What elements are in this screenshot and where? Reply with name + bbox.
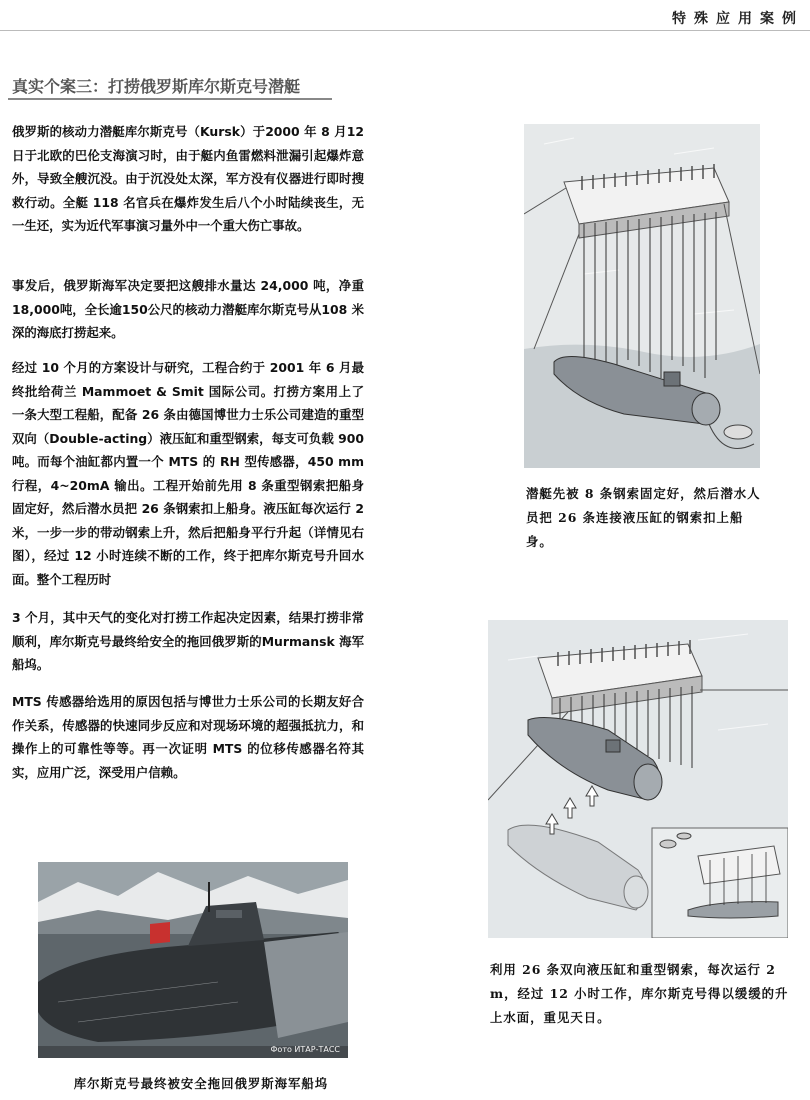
title-underline xyxy=(8,98,332,100)
photo-svg xyxy=(38,862,348,1058)
paragraph-salvage-plan xyxy=(12,356,364,591)
illustration-svg xyxy=(488,620,788,938)
header-divider xyxy=(0,30,810,31)
submarine-dock-photo xyxy=(38,862,348,1058)
paragraph-aftermath xyxy=(12,274,364,345)
caption-photo: 库尔斯克号最终被安全拖回俄罗斯海军船坞 xyxy=(73,1076,329,1091)
paragraph-background xyxy=(12,120,364,238)
paragraph-mts-reason xyxy=(12,690,364,784)
paragraph-text: 事发后，俄罗斯海军决定要把这艘排水量达 24,000 吨，净重18,000吨，全长逾150公尺的核动力潜艇库尔斯克号从108 米深的海底打捞起来。 xyxy=(12,278,364,340)
inset-overview xyxy=(652,828,788,938)
submarine-ghost xyxy=(508,825,648,910)
lift-arrows xyxy=(546,786,598,834)
paragraph-text: 经过 10 个月的方案设计与研究，工程合约于 2001 年 6 月最终批给荷兰 Mammoet & Smit 国际公司。打捞方案用上了一条大型工程船，配备 26 条由德国博世力士乐公司建造的重型双向（Double-acting）液压缸和重型钢索，每支可负载 900 吨。而每个油缸都内置一个 MTS 的 RH 型传感器，450 mm 行程，4~20mA 输出。工程开始前先用 8 条重型钢索把船身固定好，然后潜水员把 26 条钢索扣上船身。液压缸每次运行 2米，一步一步的带动钢索上升，然后把船身平行升起（详情见右图），经过 12 小时连续不断的工作，终于把库尔斯克号升回水面。整个工程历时 xyxy=(12,360,364,587)
paragraph-duration xyxy=(12,606,364,677)
salvage-illustration-cables xyxy=(524,124,760,468)
photo-credit: Фото ИТАР-ТАСС xyxy=(270,1045,340,1054)
section-label: 特殊应用案例 xyxy=(672,11,804,27)
paragraph-text: 俄罗斯的核动力潜艇库尔斯克号（Kursk）于2000 年 8 月12日于北欧的巴伦支海演习时，由于艇内鱼雷燃料泄漏引起爆炸意外，导致全艘沉没。由于沉没处太深，军方没有仪器进行即时搜救行动。全艇 118 名官兵在爆炸发生后八个小时陆续丧生，无一生还，实为近代军事演习量外中一个重大伤亡事故。 xyxy=(12,124,364,233)
paragraph-text: MTS 传感器给选用的原因包括与博世力士乐公司的长期友好合作关系，传感器的快速同步反应和对现场环境的超强抵抗力，和操作上的可靠性等等。再一次证明 MTS 的位移传感器名符其实，应用广泛，深受用户信赖。 xyxy=(12,694,364,780)
paragraph-text: 3 个月，其中天气的变化对打捞工作起决定因素，结果打捞非常顺利，库尔斯克号最终给安全的拖回俄罗斯的Murmansk 海军船坞。 xyxy=(12,610,364,672)
illustration-svg xyxy=(524,124,760,468)
salvage-illustration-lifting xyxy=(488,620,788,938)
case-title: 真实个案三：打捞俄罗斯库尔斯克号潜艇 xyxy=(12,77,301,96)
caption-lifting: 利用 26 条双向液压缸和重型钢索，每次运行 2 m，经过 12 小时工作，库尔斯克号得以缓缓的升上水面，重见天日。 xyxy=(490,962,789,1025)
submarine-hull xyxy=(528,718,662,800)
caption-cables: 潜艇先被 8 条钢索固定好，然后潜水人员把 26 条连接液压缸的钢索扣上船身。 xyxy=(526,486,761,549)
